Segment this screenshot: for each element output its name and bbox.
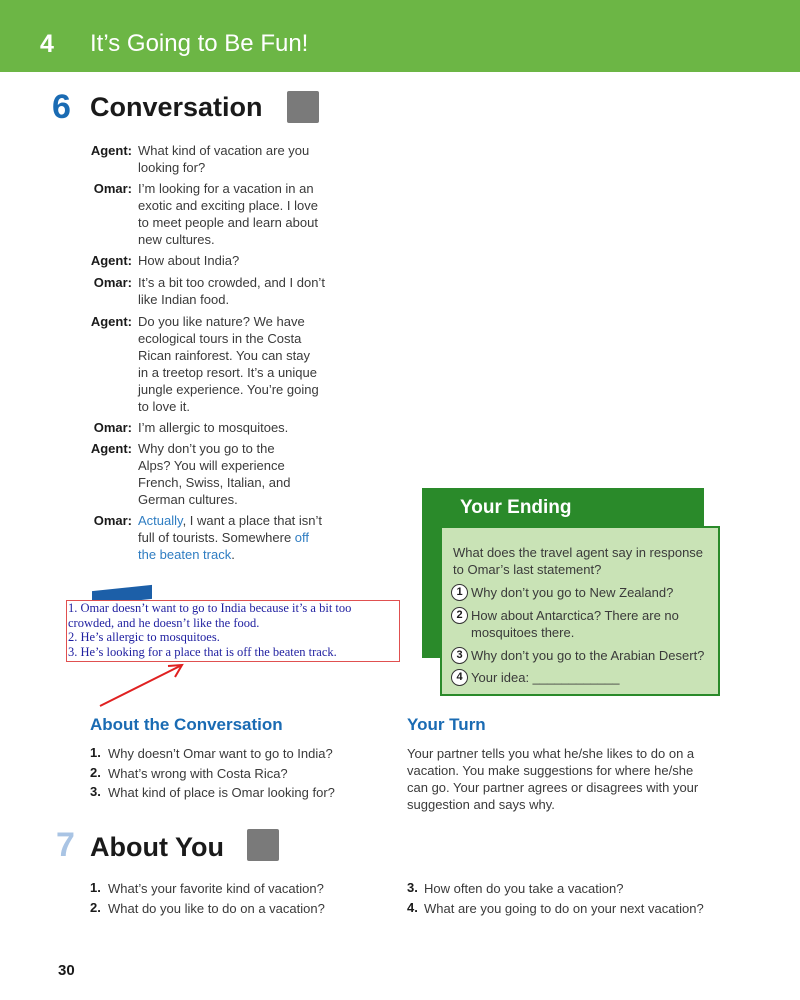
dialogue-line: Why don’t you go to the	[138, 441, 275, 456]
option-number-circle: 2	[451, 607, 468, 624]
question-number: 1.	[90, 880, 101, 895]
question-number: 4.	[407, 900, 418, 915]
ending-option: Why don’t you go to the Arabian Desert?	[471, 648, 705, 663]
dialogue-line	[138, 512, 322, 529]
your-turn-text: Your partner tells you what he/she likes to do on a	[407, 746, 695, 761]
dialogue-line: Rican rainforest. You can stay	[138, 348, 310, 363]
annotation-line: crowded, and he doesn’t like the food.	[68, 615, 260, 630]
dialogue-line: German cultures.	[138, 492, 238, 507]
about-conversation-heading: About the Conversation	[90, 715, 283, 734]
dialogue-line: Do you like nature? We have	[138, 314, 305, 329]
dialogue-line: looking for?	[138, 160, 206, 175]
option-number-circle: 4	[451, 669, 468, 686]
question-text: What are you going to do on your next vacation?	[424, 901, 704, 916]
dialogue-line: What kind of vacation are you	[138, 143, 310, 158]
your-turn-heading: Your Turn	[407, 715, 486, 734]
question-number: 2.	[90, 765, 101, 780]
dialogue-line	[138, 546, 235, 563]
annotation-line: 3. He’s looking for a place that is off the beaten track.	[68, 644, 337, 659]
your-turn-text: suggestion and says why.	[407, 797, 555, 812]
question-text: How often do you take a vacation?	[424, 881, 624, 896]
question-text: Why doesn’t Omar want to go to India?	[108, 746, 333, 761]
section-6-number: 6	[52, 88, 71, 126]
highlight-actually: Actually	[138, 513, 183, 528]
dialogue-line: to meet people and learn about	[138, 215, 318, 230]
dialogue-line: It’s a bit too crowded, and I don’t	[138, 275, 325, 290]
your-turn-text: can go. Your partner agrees or disagrees with your	[407, 780, 699, 795]
speaker-label: Agent:	[90, 314, 132, 329]
page-number: 30	[58, 962, 75, 979]
highlight-beaten-track: the beaten track	[138, 547, 232, 562]
ending-question: What does the travel agent say in response	[453, 545, 704, 560]
speaker-label: Omar:	[93, 513, 132, 528]
speaker-label: Omar:	[93, 181, 132, 196]
section-7-number: 7	[56, 826, 75, 864]
ending-option: mosquitoes there.	[471, 625, 575, 640]
speaker-label: Omar:	[93, 275, 132, 290]
dialogue-line: exotic and exciting place. I love	[138, 198, 318, 213]
dialogue-line: like Indian food.	[138, 292, 230, 307]
audio-icon[interactable]	[287, 91, 319, 123]
answer-annotation-box	[66, 600, 400, 662]
section-7-title: About You	[90, 832, 224, 862]
speaker-label: Omar:	[93, 420, 132, 435]
annotation-line: 1. Omar doesn’t want to go to India because it’s a bit too	[68, 601, 352, 615]
dialogue-line: to love it.	[138, 399, 191, 414]
dialogue-text: .	[231, 547, 235, 562]
option-number-circle: 3	[451, 647, 468, 664]
ending-option: Your idea: ____________	[471, 670, 620, 685]
annotation-line: 2. He’s allergic to mosquitoes.	[68, 630, 220, 644]
question-text: What do you like to do on a vacation?	[108, 901, 325, 916]
question-text: What’s wrong with Costa Rica?	[108, 766, 288, 781]
highlight-off: off	[294, 530, 310, 545]
question-number: 1.	[90, 745, 101, 760]
question-number: 3.	[407, 880, 418, 895]
speaker-label: Agent:	[90, 253, 132, 268]
audio-icon[interactable]	[247, 829, 279, 861]
dialogue-line: in a treetop resort. It’s a unique	[138, 365, 317, 380]
question-number: 2.	[90, 900, 101, 915]
section-6-title: Conversation	[90, 92, 263, 122]
your-turn-text: vacation. You make suggestions for where he/she	[407, 763, 694, 778]
dialogue-line	[138, 529, 309, 546]
unit-number: 4	[40, 30, 54, 58]
unit-header	[0, 0, 800, 72]
dialogue-line: ecological tours in the Costa	[138, 331, 302, 346]
arrow-icon	[96, 660, 188, 710]
your-ending-title: Your Ending	[460, 497, 572, 518]
question-number: 3.	[90, 784, 101, 799]
ending-question: to Omar’s last statement?	[453, 562, 602, 577]
dialogue-text: full of tourists. Somewhere	[138, 530, 295, 545]
unit-title: It’s Going to Be Fun!	[90, 30, 309, 57]
dialogue-line: I’m looking for a vacation in an	[138, 181, 314, 196]
dialogue-line: I’m allergic to mosquitoes.	[138, 420, 289, 435]
dialogue-line: French, Swiss, Italian, and	[138, 475, 291, 490]
speaker-label: Agent:	[90, 143, 132, 158]
ending-option: Why don’t you go to New Zealand?	[471, 585, 674, 600]
dialogue-line: new cultures.	[138, 232, 215, 247]
dialogue-line: jungle experience. You’re going	[138, 382, 319, 397]
option-number-circle: 1	[451, 584, 468, 601]
dialogue-line: How about India?	[138, 253, 240, 268]
question-text: What kind of place is Omar looking for?	[108, 785, 335, 800]
speaker-label: Agent:	[90, 441, 132, 456]
dialogue-text: , I want a place that isn’t	[182, 513, 323, 528]
question-text: What’s your favorite kind of vacation?	[108, 881, 324, 896]
ending-option: How about Antarctica? There are no	[471, 608, 679, 623]
dialogue-line: Alps? You will experience	[138, 458, 285, 473]
